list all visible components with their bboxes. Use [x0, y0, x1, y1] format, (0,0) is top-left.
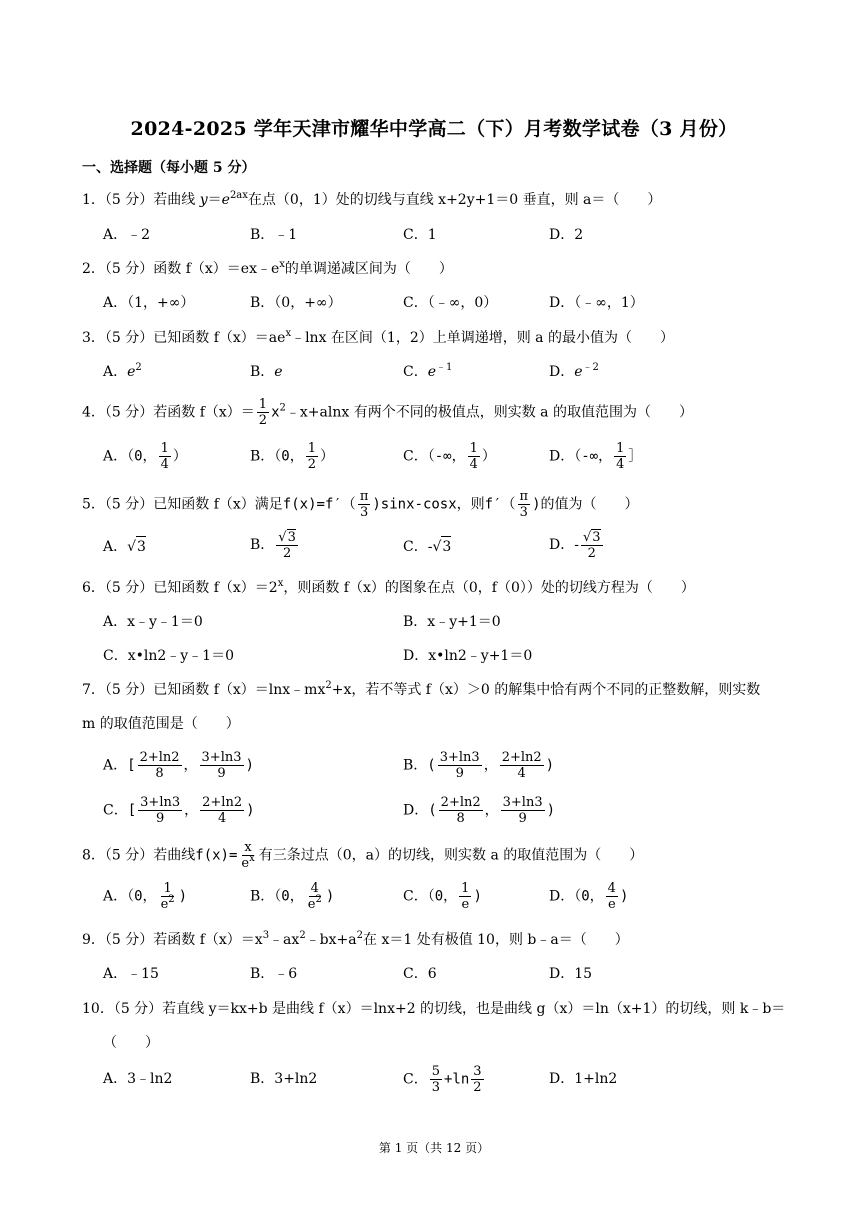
- q1-option-a: A．﹣2: [103, 227, 151, 243]
- q7-option-c: C．[ $\frac{3+\ln 3}{9}$ ， $\frac{2+\ln 2}{4}$ ): [103, 795, 255, 826]
- q3-option-a: A．$e^2$: [103, 362, 142, 380]
- q4-option-a: A．（0， $\frac{1}{4}$ ）: [103, 441, 187, 472]
- q7-option-b: B．( $\frac{3+\ln 3}{9}$ ， $\frac{2+\ln 2}{4}$ ): [403, 750, 555, 781]
- q2-option-a: A．（1，+∞）: [103, 295, 195, 311]
- question-7: 7．（5 分）已知函数 $f(x)=\ln x﹣mx^2+x$，若不等式 f（x）＞0 的解集中恰有两个不同的正整数解，则实数: [82, 680, 761, 698]
- q10-option-c: C． $\frac{5}{3}$ +ln $\frac{3}{2}$: [403, 1064, 482, 1095]
- question-10-line2: （ ）: [103, 1035, 159, 1051]
- section-heading: 一、选择题（每小题 5 分）: [82, 160, 256, 176]
- question-9: 9．（5 分）若函数 $f(x)=x^3﹣ax^2﹣bx+a^2$在 x＝1 处有极值 10，则 b﹣a＝（ ）: [82, 930, 629, 948]
- question-6: 6．（5 分）已知函数 $f(x)=2^x$，则函数 f（x）的图象在点（0，f（0））处的切线方程为（ ）: [82, 578, 695, 596]
- q5-option-a: A．√3: [103, 536, 146, 557]
- page-title: 2024-2025 学年天津市耀华中学高二（下）月考数学试卷（3 月份）: [130, 118, 738, 140]
- q1-option-d: D．2: [549, 227, 584, 243]
- q10-option-d: D．1+ln2: [549, 1071, 618, 1087]
- q7-option-a: A．[ $\frac{2+\ln 2}{8}$ ， $\frac{3+\ln 3}{9}$ ): [103, 750, 254, 781]
- q8-option-a: A．（0， $\frac{1}{e^2}$ ): [103, 881, 188, 912]
- q5-option-c: C．-√3: [403, 536, 451, 557]
- q1-option-b: B．﹣1: [250, 227, 298, 243]
- q8-option-b: B．（0， $\frac{4}{e^2}$ ): [250, 881, 335, 912]
- q5-option-d: D．- $\frac{√3}{2}$: [549, 530, 601, 561]
- q2-option-d: D．（﹣∞，1）: [549, 295, 644, 311]
- q10-option-a: A．3﹣ln2: [103, 1071, 173, 1087]
- question-3: 3．（5 分）已知函数 $f(x)=ae^x﹣\ln x$ 在区间（1，2）上单调递增，则 a 的最小值为（ ）: [82, 328, 674, 346]
- q5-option-b: B． $\frac{√3}{2}$: [250, 530, 296, 561]
- question-2: 2．（5 分）函数 $f(x)=ex﹣e^x$的单调递减区间为（ ）: [82, 259, 453, 277]
- q8-option-c: C．（0， $\frac{1}{e}$ ): [403, 881, 482, 912]
- question-1: 1．（5 分）若曲线 $y=e^{2ax}$在点（0，1）处的切线与直线 x+2y+1＝0 垂直，则 a＝（ ）: [82, 190, 662, 208]
- question-4: 4．（5 分）若函数 f（x）＝ $\frac{1}{2}$ $x^2﹣x+alnx$ 有两个不同的极值点，则实数 a 的取值范围为（ ）: [82, 397, 693, 428]
- question-10: 10．（5 分）若直线 y＝kx+b 是曲线 f（x）＝lnx+2 的切线，也是曲线 g（x）＝ln（x+1）的切线，则 k﹣b＝: [82, 1001, 786, 1017]
- q8-option-d: D．（0， $\frac{4}{e}$ ): [549, 881, 629, 912]
- q2-option-b: B．（0，+∞）: [250, 295, 342, 311]
- q7-option-d: D．( $\frac{2+\ln 2}{8}$ ， $\frac{3+\ln 3}{9}$ ): [403, 795, 556, 826]
- q3-option-d: D．$e^{﹣2}$: [549, 362, 599, 380]
- q6-option-b: B．x﹣y+1＝0: [403, 614, 501, 630]
- q3-option-c: C．$e^{﹣1}$: [403, 362, 453, 380]
- q9-option-c: C．6: [403, 966, 437, 982]
- q10-option-b: B．3+ln2: [250, 1071, 318, 1087]
- question-7-line2: m 的取值范围是（ ）: [82, 716, 240, 732]
- q1-option-c: C．1: [403, 227, 437, 243]
- q4-option-d: D．（-∞， $\frac{1}{4}$ ］: [549, 441, 643, 472]
- q6-option-c: C．x•ln2﹣y﹣1＝0: [103, 648, 234, 664]
- q6-option-d: D．x•ln2﹣y+1＝0: [403, 648, 533, 664]
- q4-option-c: C．（-∞， $\frac{1}{4}$ ）: [403, 441, 496, 472]
- q3-option-b: B．e: [250, 364, 283, 380]
- page-footer: 第 1 页（共 12 页）: [378, 1141, 490, 1155]
- q6-option-a: A．x﹣y﹣1＝0: [103, 614, 203, 630]
- question-5: 5．（5 分）已知函数 f（x）满足f(x)=f′（ $\frac{\pi}{3}$ )sinx-cosx，则f′（ $\frac{\pi}{3}$ )的值为（ ）: [82, 489, 639, 520]
- q2-option-c: C．（﹣∞，0）: [403, 295, 498, 311]
- q9-option-b: B．﹣6: [250, 966, 298, 982]
- q4-option-b: B．（0， $\frac{1}{2}$ ）: [250, 441, 335, 472]
- q9-option-d: D．15: [549, 966, 593, 982]
- q9-option-a: A．﹣15: [103, 966, 159, 982]
- question-8: 8．（5 分）若曲线f(x)= $\frac{x}{e^x}$ 有三条过点（0，a）的切线，则实数 a 的取值范围为（ ）: [82, 840, 644, 871]
